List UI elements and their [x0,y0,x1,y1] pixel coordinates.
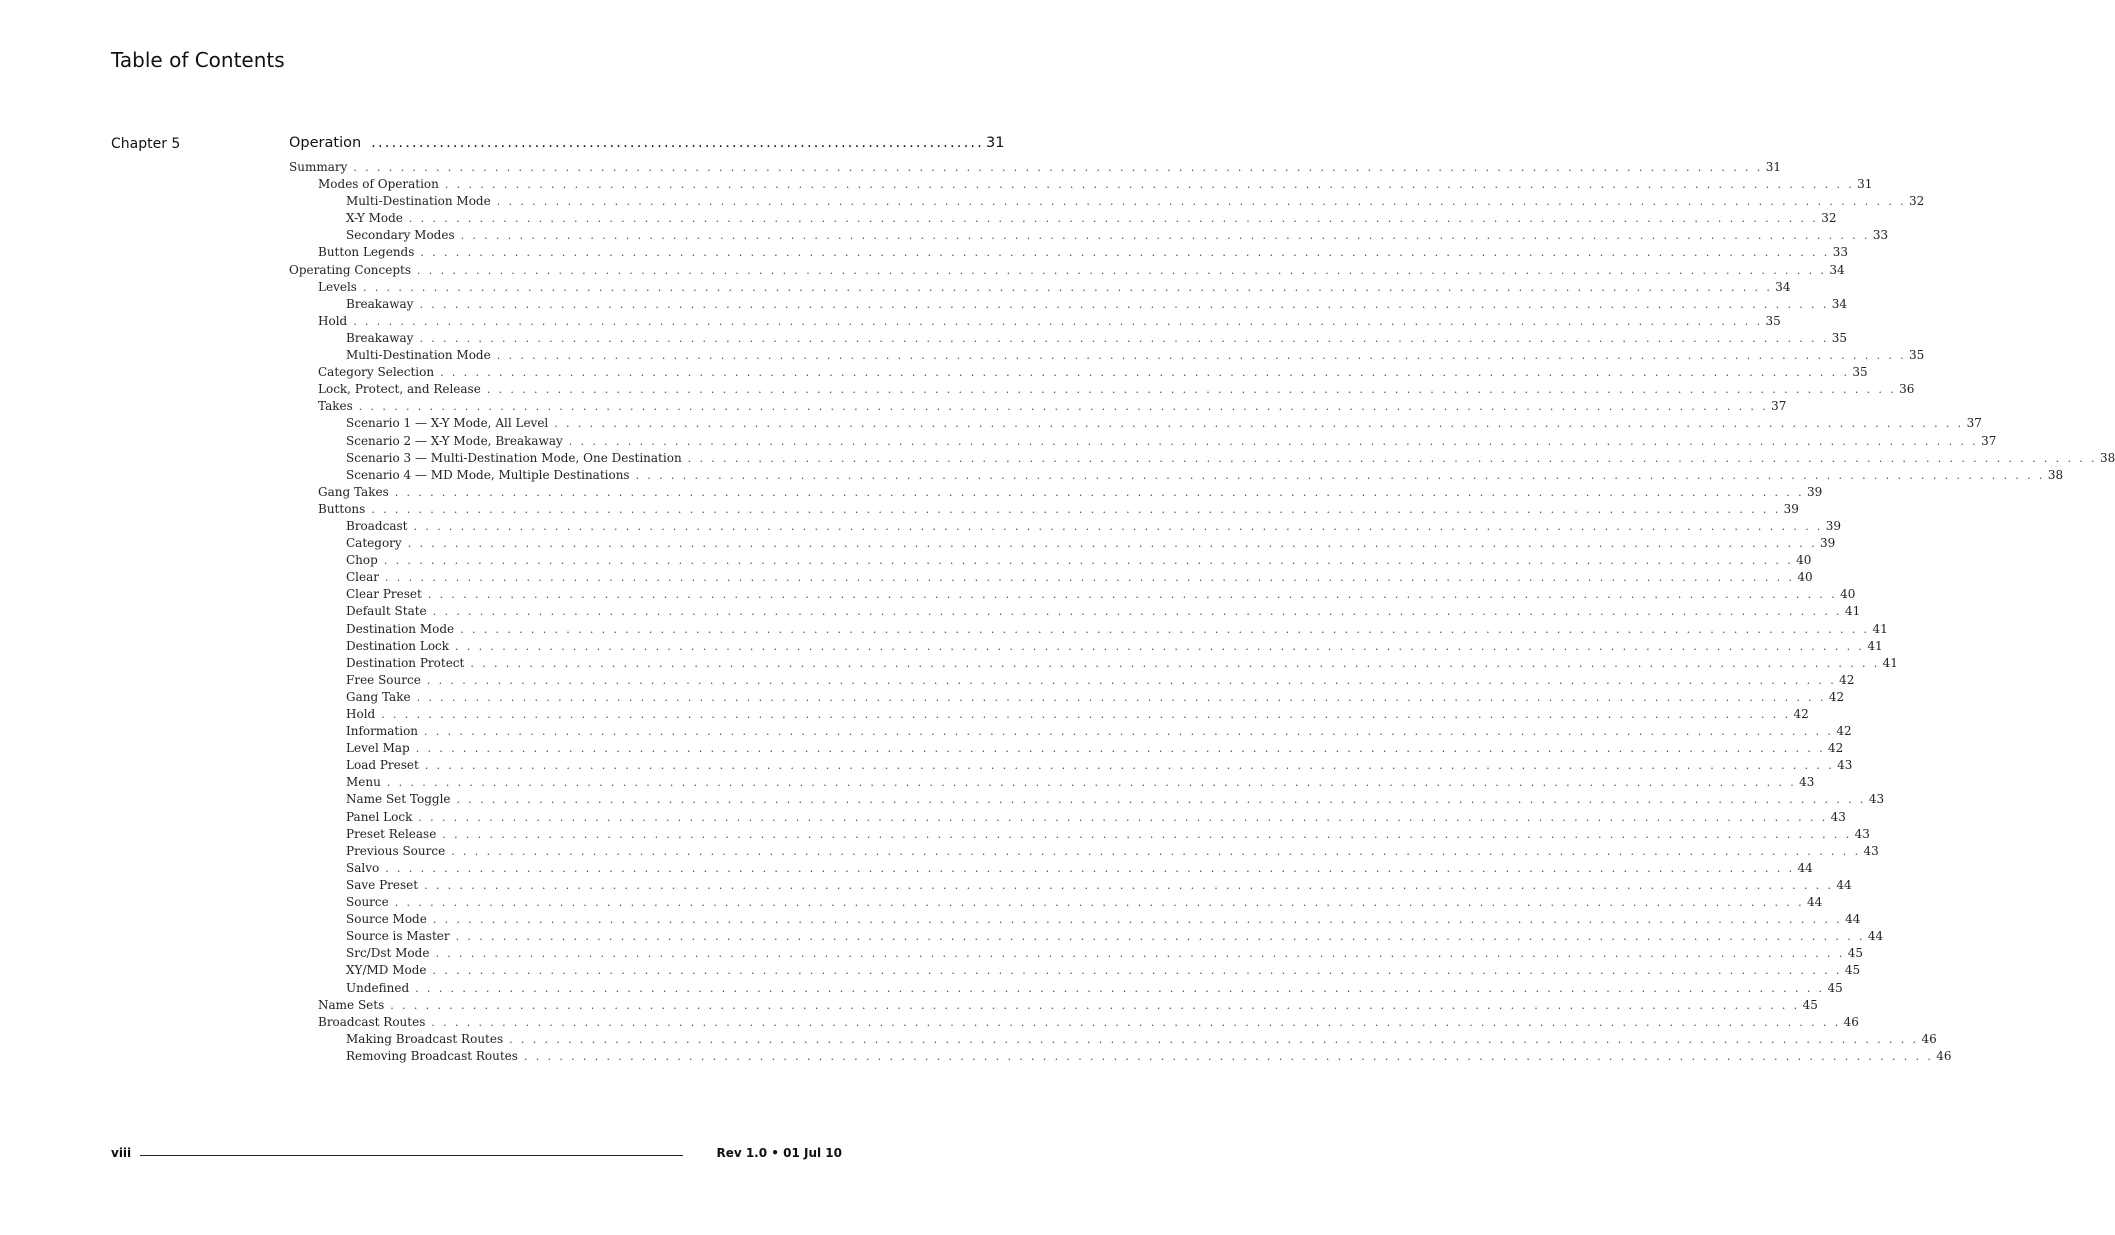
toc-entry-title: Destination Lock [346,638,450,653]
toc-entry[interactable] [289,501,1799,518]
dot-leader: . . . . . . . . . . . . . . . . . . . . . . . . . . . . . . . . . . . . . . . . . . . . . . . . . . . . . . . . . . . . . . . . . . . . . . . . . . . . . . . . . . . . . . . . . . . . . . . . . . . . . . . . . . . . . . . . . . . . . . . . [424,725,1834,739]
toc-entry-title: Breakaway [346,330,414,345]
dot-leader: . . . . . . . . . . . . . . . . . . . . . . . . . . . . . . . . . . . . . . . . . . . . . . . . . . . . . . . . . . . . . . . . . . . . . . . . . . . . . . . . . . . . . . . . . . . . . . . . . . . . . . . . . . . . . . . . . . . . . . . . [486,383,1897,397]
toc-entry-title: Undefined [346,980,410,995]
toc-entry-page: 45 [1844,963,1861,978]
toc-entry[interactable] [289,1031,1937,1048]
toc-entry[interactable] [289,347,1925,364]
toc-entry-title: Salvo [346,860,380,875]
toc-entry-page: 39 [1819,536,1836,551]
toc-entry-page: 34 [1831,296,1848,311]
toc-entry-title: Hold [318,313,348,328]
toc-entry-title: Operating Concepts [289,262,412,277]
toc-entry-page: 46 [1936,1048,1952,1063]
toc-entry-title: Menu [346,775,381,790]
dot-leader: .......................................................................................... [371,135,984,151]
toc-entry-title: Gang Take [346,689,411,704]
toc-entry[interactable] [289,672,1855,689]
toc-entry-page: 43 [1863,843,1879,858]
toc-entry-page: 42 [1793,707,1809,721]
toc-entry[interactable] [289,877,1852,894]
toc-entry[interactable] [289,791,1885,808]
toc-entry[interactable] [289,809,1846,826]
page-title: Table of Contents [111,48,285,72]
toc-entry-page: 33 [1832,245,1848,260]
toc-entry-title: XY/MD Mode [346,963,427,978]
toc-entry-page: 32 [1909,194,1925,209]
toc-entry[interactable] [289,928,1884,945]
toc-entry-title: Gang Takes [318,484,389,499]
dot-leader: . . . . . . . . . . . . . . . . . . . . . . . . . . . . . . . . . . . . . . . . . . . . . . . . . . . . . . . . . . . . . . . . . . . . . . . . . . . . . . . . . . . . . . . . . . . . . . . . . . . . . . . . . . . . . . . . . . . . . . . . [415,742,1826,756]
toc-entry[interactable] [289,603,1861,620]
toc-entry-page: 35 [1831,330,1848,345]
dot-leader: . . . . . . . . . . . . . . . . . . . . . . . . . . . . . . . . . . . . . . . . . . . . . . . . . . . . . . . . . . . . . . . . . . . . . . . . . . . . . . . . . . . . . . . . . . . . . . . . . . . . . . . . . . . . . . . . . . . . . . . . [383,554,1794,568]
toc-entry[interactable] [289,997,1818,1014]
toc-entry[interactable] [289,450,2115,467]
toc-entry[interactable] [289,1048,1952,1065]
toc-entry-page: 43 [1837,758,1853,773]
toc-entry-page: 46 [1843,1014,1859,1029]
dot-leader: . . . . . . . . . . . . . . . . . . . . . . . . . . . . . . . . . . . . . . . . . . . . . . . . . . . . . . . . . . . . . . . . . . . . . . . . . . . . . . . . . . . . . . . . . . . . . . . . . . . . . . . . . . . . . . . . . . . . . . . . [496,195,1907,209]
toc-entry-title: Source is Master [346,929,450,944]
dot-leader: . . . . . . . . . . . . . . . . . . . . . . . . . . . . . . . . . . . . . . . . . . . . . . . . . . . . . . . . . . . . . . . . . . . . . . . . . . . . . . . . . . . . . . . . . . . . . . . . . . . . . . . . . . . . . . . . . . . . . . . . [418,810,1828,824]
toc-entry-title: Name Set Toggle [346,792,451,807]
toc-entry[interactable] [289,638,1883,655]
toc-entry-page: 31 [1765,160,1781,174]
toc-entry-page: 46 [1921,1031,1937,1046]
dot-leader: . . . . . . . . . . . . . . . . . . . . . . . . . . . . . . . . . . . . . . . . . . . . . . . . . . . . . . . . . . . . . . . . . . . . . . . . . . . . . . . . . . . . . . . . . . . . . . . . . . . . . . . . . . . . . . . . . . . . . . . . [390,998,1800,1012]
toc-list [289,159,2115,1065]
dot-leader: . . . . . . . . . . . . . . . . . . . . . . . . . . . . . . . . . . . . . . . . . . . . . . . . . . . . . . . . . . . . . . . . . . . . . . . . . . . . . . . . . . . . . . . . . . . . . . . . . . . . . . . . . . . . . . . . . . . . . . . . [456,793,1866,807]
dot-leader: . . . . . . . . . . . . . . . . . . . . . . . . . . . . . . . . . . . . . . . . . . . . . . . . . . . . . . . . . . . . . . . . . . . . . . . . . . . . . . . . . . . . . . . . . . . . . . . . . . . . . . . . . . . . . . . . . . . . . . . . [496,349,1907,363]
toc-entry[interactable] [289,210,1837,227]
toc-entry[interactable] [289,518,1842,535]
toc-entry-title: Lock, Protect, and Release [318,382,481,397]
toc-entry-page: 40 [1796,553,1812,568]
footer-page-number: viii [111,1146,132,1160]
dot-leader: . . . . . . . . . . . . . . . . . . . . . . . . . . . . . . . . . . . . . . . . . . . . . . . . . . . . . . . . . . . . . . . . . . . . . . . . . . . . . . . . . . . . . . . . . . . . . . . . . . . . . . . . . . . . . . . . . . . . . . . . [523,1049,1934,1063]
footer-rule [140,1155,683,1156]
chapter-label: Chapter 5 [111,136,181,152]
dot-leader: . . . . . . . . . . . . . . . . . . . . . . . . . . . . . . . . . . . . . . . . . . . . . . . . . . . . . . . . . . . . . . . . . . . . . . . . . . . . . . . . . . . . . . . . . . . . . . . . . . . . . . . . . . . . . . . . . . . . . . . . [554,417,1964,431]
toc-entry-title: Multi-Destination Mode [346,348,491,363]
toc-entry[interactable] [289,381,1915,398]
toc-entry-title: Category Selection [318,365,435,380]
toc-entry[interactable] [289,894,1823,911]
toc-entry-title: Preset Release [346,826,437,841]
dot-leader: . . . . . . . . . . . . . . . . . . . . . . . . . . . . . . . . . . . . . . . . . . . . . . . . . . . . . . . . . . . . . . . . . . . . . . . . . . . . . . . . . . . . . . . . . . . . . . . . . . . . . . . . . . . . . . . . . . . . . . . . [362,280,1773,294]
toc-entry-title: Secondary Modes [346,228,455,243]
toc-entry-page: 36 [1899,382,1915,397]
dot-leader: . . . . . . . . . . . . . . . . . . . . . . . . . . . . . . . . . . . . . . . . . . . . . . . . . . . . . . . . . . . . . . . . . . . . . . . . . . . . . . . . . . . . . . . . . . . . . . . . . . . . . . . . . . . . . . . . . . . . . . . . [455,639,1865,653]
toc-entry[interactable] [289,313,1781,330]
dot-leader: . . . . . . . . . . . . . . . . . . . . . . . . . . . . . . . . . . . . . . . . . . . . . . . . . . . . . . . . . . . . . . . . . . . . . . . . . . . . . . . . . . . . . . . . . . . . . . . . . . . . . . . . . . . . . . . . . . . . . . . . [353,314,1763,328]
dot-leader: . . . . . . . . . . . . . . . . . . . . . . . . . . . . . . . . . . . . . . . . . . . . . . . . . . . . . . . . . . . . . . . . . . . . . . . . . . . . . . . . . . . . . . . . . . . . . . . . . . . . . . . . . . . . . . . . . . . . . . . . [416,690,1826,704]
toc-entry[interactable] [289,962,1861,979]
toc-entry-page: 43 [1830,809,1846,824]
toc-entry[interactable] [289,945,1864,962]
toc-entry-page: 42 [1836,724,1852,739]
toc-entry-title: Levels [318,279,357,294]
toc-entry-title: Source [346,895,389,910]
toc-entry-page: 34 [1775,279,1791,294]
dot-leader: . . . . . . . . . . . . . . . . . . . . . . . . . . . . . . . . . . . . . . . . . . . . . . . . . . . . . . . . . . . . . . . . . . . . . . . . . . . . . . . . . . . . . . . . . . . . . . . . . . . . . . . . . . . . . . . . . . . . . . . . [432,964,1842,978]
dot-leader: . . . . . . . . . . . . . . . . . . . . . . . . . . . . . . . . . . . . . . . . . . . . . . . . . . . . . . . . . . . . . . . . . . . . . . . . . . . . . . . . . . . . . . . . . . . . . . . . . . . . . . . . . . . . . . . . . . . . . . . . [442,827,1852,841]
toc-entry[interactable] [289,1014,1859,1031]
toc-entry-title: Level Map [346,741,410,756]
toc-entry[interactable] [289,364,1868,381]
toc-entry-title: Name Sets [318,997,385,1012]
dot-leader: . . . . . . . . . . . . . . . . . . . . . . . . . . . . . . . . . . . . . . . . . . . . . . . . . . . . . . . . . . . . . . . . . . . . . . . . . . . . . . . . . . . . . . . . . . . . . . . . . . . . . . . . . . . . . . . . . . . . . . . . [460,622,1870,636]
toc-entry-title: Destination Protect [346,655,465,670]
toc-entry-page: 35 [1765,313,1781,328]
toc-entry-title: Removing Broadcast Routes [346,1048,518,1063]
toc-entry-title: Clear Preset [346,587,422,602]
toc-entry-page: 34 [1829,262,1845,277]
toc-entry-title: Broadcast Routes [318,1014,426,1029]
dot-leader: . . . . . . . . . . . . . . . . . . . . . . . . . . . . . . . . . . . . . . . . . . . . . . . . . . . . . . . . . . . . . . . . . . . . . . . . . . . . . . . . . . . . . . . . . . . . . . . . . . . . . . . . . . . . . . . . . . . . . . . . [381,708,1791,721]
dot-leader: . . . . . . . . . . . . . . . . . . . . . . . . . . . . . . . . . . . . . . . . . . . . . . . . . . . . . . . . . . . . . . . . . . . . . . . . . . . . . . . . . . . . . . . . . . . . . . . . . . . . . . . . . . . . . . . . . . . . . . . . [426,673,1837,687]
toc-entry-page: 38 [2047,467,2064,482]
dot-leader: . . . . . . . . . . . . . . . . . . . . . . . . . . . . . . . . . . . . . . . . . . . . . . . . . . . . . . . . . . . . . . . . . . . . . . . . . . . . . . . . . . . . . . . . . . . . . . . . . . . . . . . . . . . . . . . . . . . . . . . . [424,878,1834,892]
toc-entry[interactable] [289,843,1879,860]
toc-entry-title: Making Broadcast Routes [346,1031,504,1046]
toc-entry-page: 43 [1799,775,1815,790]
toc-entry-title: Scenario 4 — MD Mode, Multiple Destinations [346,467,630,482]
toc-entry-page: 37 [1771,399,1787,414]
toc-entry-page: 44 [1807,895,1823,910]
toc-entry-page: 35 [1909,348,1925,363]
toc-entry-page: 39 [1807,484,1823,499]
toc-entry[interactable] [289,227,1889,244]
dot-leader: . . . . . . . . . . . . . . . . . . . . . . . . . . . . . . . . . . . . . . . . . . . . . . . . . . . . . . . . . . . . . . . . . . . . . . . . . . . . . . . . . . . . . . . . . . . . . . . . . . . . . . . . . . . . . . . . . . . . . . . . [427,588,1838,602]
toc-entry[interactable] [289,757,1853,774]
toc-entry[interactable] [289,296,1848,313]
toc-entry-title: Hold [346,707,376,721]
toc-entry-title: Previous Source [346,843,446,858]
toc-entry[interactable] [289,621,1888,638]
toc-entry[interactable] [289,552,1812,569]
toc-entry-page: 33 [1872,228,1889,243]
toc-entry-title: Scenario 3 — Multi-Destination Mode, One Destination [346,450,682,465]
dot-leader: . . . . . . . . . . . . . . . . . . . . . . . . . . . . . . . . . . . . . . . . . . . . . . . . . . . . . . . . . . . . . . . . . . . . . . . . . . . . . . . . . . . . . . . . . . . . . . . . . . . . . . . . . . . . . . . . . . . . . . . . [455,930,1865,944]
toc-entry-title: Broadcast [346,518,408,533]
toc-entry[interactable] [289,980,1843,997]
toc-entry-title: Information [346,724,419,739]
toc-entry-page: 38 [2099,450,2115,465]
toc-entry-page: 41 [1882,655,1898,670]
toc-entry-page: 45 [1827,980,1843,995]
toc-entry[interactable] [289,433,1997,450]
toc-entry[interactable] [289,330,1848,347]
toc-entry[interactable] [289,484,1823,501]
toc-entry[interactable] [289,586,1856,603]
toc-entry-page: 42 [1828,741,1844,756]
dot-leader: . . . . . . . . . . . . . . . . . . . . . . . . . . . . . . . . . . . . . . . . . . . . . . . . . . . . . . . . . . . . . . . . . . . . . . . . . . . . . . . . . . . . . . . . . . . . . . . . . . . . . . . . . . . . . . . . . . . . . . . . [424,759,1835,773]
toc-entry-page: 44 [1797,860,1813,875]
toc-entry-title: Multi-Destination Mode [346,194,491,209]
toc-entry[interactable] [289,159,1781,176]
toc-entry-page: 39 [1783,501,1799,516]
toc-entry-page: 42 [1828,689,1845,704]
toc-entry[interactable] [289,398,1787,415]
toc-entry-title: Default State [346,604,427,619]
toc-entry[interactable] [289,262,1845,279]
dot-leader: . . . . . . . . . . . . . . . . . . . . . . . . . . . . . . . . . . . . . . . . . . . . . . . . . . . . . . . . . . . . . . . . . . . . . . . . . . . . . . . . . . . . . . . . . . . . . . . . . . . . . . . . . . . . . . . . . . . . . . . . [353,161,1763,174]
dot-leader: . . . . . . . . . . . . . . . . . . . . . . . . . . . . . . . . . . . . . . . . . . . . . . . . . . . . . . . . . . . . . . . . . . . . . . . . . . . . . . . . . . . . . . . . . . . . . . . . . . . . . . . . . . . . . . . . . . . . . . . . [417,263,1827,277]
toc-entry-title: Button Legends [318,245,415,260]
toc-entry[interactable] [289,535,1836,552]
toc-entry-title: Chop [346,553,378,568]
dot-leader: . . . . . . . . . . . . . . . . . . . . . . . . . . . . . . . . . . . . . . . . . . . . . . . . . . . . . . . . . . . . . . . . . . . . . . . . . . . . . . . . . . . . . . . . . . . . . . . . . . . . . . . . . . . . . . . . . . . . . . . . [432,913,1843,927]
toc-entry-page: 32 [1821,211,1837,226]
dot-leader: . . . . . . . . . . . . . . . . . . . . . . . . . . . . . . . . . . . . . . . . . . . . . . . . . . . . . . . . . . . . . . . . . . . . . . . . . . . . . . . . . . . . . . . . . . . . . . . . . . . . . . . . . . . . . . . . . . . . . . . . [440,366,1850,380]
toc-entry-page: 41 [1867,638,1883,653]
chapter-title: Operation [289,135,362,151]
toc-entry-page: 35 [1852,365,1868,380]
toc-entry[interactable] [289,244,1848,261]
toc-entry[interactable] [289,193,1925,210]
toc-entry-page: 43 [1854,826,1870,841]
dot-leader: . . . . . . . . . . . . . . . . . . . . . . . . . . . . . . . . . . . . . . . . . . . . . . . . . . . . . . . . . . . . . . . . . . . . . . . . . . . . . . . . . . . . . . . . . . . . . . . . . . . . . . . . . . . . . . . . . . . . . . . . [444,178,1855,192]
dot-leader: . . . . . . . . . . . . . . . . . . . . . . . . . . . . . . . . . . . . . . . . . . . . . . . . . . . . . . . . . . . . . . . . . . . . . . . . . . . . . . . . . . . . . . . . . . . . . . . . . . . . . . . . . . . . . . . . . . . . . . . . [431,1015,1841,1029]
dot-leader: . . . . . . . . . . . . . . . . . . . . . . . . . . . . . . . . . . . . . . . . . . . . . . . . . . . . . . . . . . . . . . . . . . . . . . . . . . . . . . . . . . . . . . . . . . . . . . . . . . . . . . . . . . . . . . . . . . . . . . . . [509,1032,1919,1046]
dot-leader: . . . . . . . . . . . . . . . . . . . . . . . . . . . . . . . . . . . . . . . . . . . . . . . . . . . . . . . . . . . . . . . . . . . . . . . . . . . . . . . . . . . . . . . . . . . . . . . . . . . . . . . . . . . . . . . . . . . . . . . . [419,297,1829,311]
toc-entry-title: Free Source [346,672,421,687]
toc-entry-title: Src/Dst Mode [346,946,430,961]
dot-leader: . . . . . . . . . . . . . . . . . . . . . . . . . . . . . . . . . . . . . . . . . . . . . . . . . . . . . . . . . . . . . . . . . . . . . . . . . . . . . . . . . . . . . . . . . . . . . . . . . . . . . . . . . . . . . . . . . . . . . . . . [394,485,1805,499]
dot-leader: . . . . . . . . . . . . . . . . . . . . . . . . . . . . . . . . . . . . . . . . . . . . . . . . . . . . . . . . . . . . . . . . . . . . . . . . . . . . . . . . . . . . . . . . . . . . . . . . . . . . . . . . . . . . . . . . . . . . . . . . [408,212,1819,226]
dot-leader: . . . . . . . . . . . . . . . . . . . . . . . . . . . . . . . . . . . . . . . . . . . . . . . . . . . . . . . . . . . . . . . . . . . . . . . . . . . . . . . . . . . . . . . . . . . . . . . . . . . . . . . . . . . . . . . . . . . . . . . . [470,656,1880,670]
toc-entry-page: 40 [1797,570,1813,585]
toc-entry[interactable] [289,706,1809,723]
dot-leader: . . . . . . . . . . . . . . . . . . . . . . . . . . . . . . . . . . . . . . . . . . . . . . . . . . . . . . . . . . . . . . . . . . . . . . . . . . . . . . . . . . . . . . . . . . . . . . . . . . . . . . . . . . . . . . . . . . . . . . . . [407,537,1817,551]
toc-entry-title: Category [346,536,402,551]
toc-entry[interactable] [289,689,1845,706]
toc-entry-title: Clear [346,570,380,585]
dot-leader: . . . . . . . . . . . . . . . . . . . . . . . . . . . . . . . . . . . . . . . . . . . . . . . . . . . . . . . . . . . . . . . . . . . . . . . . . . . . . . . . . . . . . . . . . . . . . . . . . . . . . . . . . . . . . . . . . . . . . . . . [415,981,1825,995]
toc-entry-title: X-Y Mode [346,211,403,226]
dot-leader: . . . . . . . . . . . . . . . . . . . . . . . . . . . . . . . . . . . . . . . . . . . . . . . . . . . . . . . . . . . . . . . . . . . . . . . . . . . . . . . . . . . . . . . . . . . . . . . . . . . . . . . . . . . . . . . . . . . . . . . . [460,229,1870,243]
toc-entry-title: Scenario 2 — X-Y Mode, Breakaway [346,433,563,448]
toc-entry-page: 43 [1868,792,1885,807]
toc-entry[interactable] [289,723,1852,740]
toc-entry[interactable] [289,415,1982,432]
toc-entry-page: 44 [1867,929,1884,944]
toc-entry-page: 41 [1844,604,1861,619]
toc-entry-title: Save Preset [346,877,419,892]
dot-leader: . . . . . . . . . . . . . . . . . . . . . . . . . . . . . . . . . . . . . . . . . . . . . . . . . . . . . . . . . . . . . . . . . . . . . . . . . . . . . . . . . . . . . . . . . . . . . . . . . . . . . . . . . . . . . . . . . . . . . . . . [568,434,1979,448]
toc-entry-page: 41 [1872,621,1888,636]
chapter-heading[interactable] [289,135,1005,151]
toc-entry-title: Load Preset [346,758,419,773]
toc-entry[interactable] [289,467,2064,484]
footer-revision: Rev 1.0 • 01 Jul 10 [716,1146,842,1160]
toc-entry-page: 44 [1836,877,1852,892]
dot-leader: . . . . . . . . . . . . . . . . . . . . . . . . . . . . . . . . . . . . . . . . . . . . . . . . . . . . . . . . . . . . . . . . . . . . . . . . . . . . . . . . . . . . . . . . . . . . . . . . . . . . . . . . . . . . . . . . . . . . . . . . [413,519,1823,533]
dot-leader: . . . . . . . . . . . . . . . . . . . . . . . . . . . . . . . . . . . . . . . . . . . . . . . . . . . . . . . . . . . . . . . . . . . . . . . . . . . . . . . . . . . . . . . . . . . . . . . . . . . . . . . . . . . . . . . . . . . . . . . . [394,896,1805,910]
toc-entry[interactable] [289,569,1813,586]
toc-entry-page: 45 [1847,946,1864,961]
toc-entry-page: 44 [1845,912,1861,927]
toc-entry-title: Panel Lock [346,809,413,824]
dot-leader: . . . . . . . . . . . . . . . . . . . . . . . . . . . . . . . . . . . . . . . . . . . . . . . . . . . . . . . . . . . . . . . . . . . . . . . . . . . . . . . . . . . . . . . . . . . . . . . . . . . . . . . . . . . . . . . . . . . . . . . . [358,400,1769,414]
dot-leader: . . . . . . . . . . . . . . . . . . . . . . . . . . . . . . . . . . . . . . . . . . . . . . . . . . . . . . . . . . . . . . . . . . . . . . . . . . . . . . . . . . . . . . . . . . . . . . . . . . . . . . . . . . . . . . . . . . . . . . . . [635,468,2045,482]
toc-entry-title: Source Mode [346,912,427,927]
toc-entry-title: Destination Mode [346,621,455,636]
toc-entry[interactable] [289,826,1870,843]
toc-entry-page: 39 [1825,518,1842,533]
dot-leader: . . . . . . . . . . . . . . . . . . . . . . . . . . . . . . . . . . . . . . . . . . . . . . . . . . . . . . . . . . . . . . . . . . . . . . . . . . . . . . . . . . . . . . . . . . . . . . . . . . . . . . . . . . . . . . . . . . . . . . . . [371,502,1781,516]
toc-entry[interactable] [289,774,1815,791]
toc-entry-title: Scenario 1 — X-Y Mode, All Level [346,416,549,431]
dot-leader: . . . . . . . . . . . . . . . . . . . . . . . . . . . . . . . . . . . . . . . . . . . . . . . . . . . . . . . . . . . . . . . . . . . . . . . . . . . . . . . . . . . . . . . . . . . . . . . . . . . . . . . . . . . . . . . . . . . . . . . . [435,947,1845,961]
toc-entry-title: Takes [318,399,353,414]
toc-entry-page: 37 [1966,416,1982,431]
dot-leader: . . . . . . . . . . . . . . . . . . . . . . . . . . . . . . . . . . . . . . . . . . . . . . . . . . . . . . . . . . . . . . . . . . . . . . . . . . . . . . . . . . . . . . . . . . . . . . . . . . . . . . . . . . . . . . . . . . . . . . . . [451,844,1861,858]
toc-entry-title: Summary [289,160,348,174]
toc-entry-title: Breakaway [346,296,414,311]
toc-entry-title: Buttons [318,501,366,516]
dot-leader: . . . . . . . . . . . . . . . . . . . . . . . . . . . . . . . . . . . . . . . . . . . . . . . . . . . . . . . . . . . . . . . . . . . . . . . . . . . . . . . . . . . . . . . . . . . . . . . . . . . . . . . . . . . . . . . . . . . . . . . . [385,861,1795,875]
toc-entry-page: 40 [1840,587,1856,602]
toc-entry[interactable] [289,279,1791,296]
dot-leader: . . . . . . . . . . . . . . . . . . . . . . . . . . . . . . . . . . . . . . . . . . . . . . . . . . . . . . . . . . . . . . . . . . . . . . . . . . . . . . . . . . . . . . . . . . . . . . . . . . . . . . . . . . . . . . . . . . . . . . . . [419,331,1829,345]
toc-entry[interactable] [289,740,1844,757]
toc-entry[interactable] [289,176,1873,193]
toc-entry-page: 45 [1802,997,1818,1012]
toc-entry[interactable] [289,655,1898,672]
dot-leader: . . . . . . . . . . . . . . . . . . . . . . . . . . . . . . . . . . . . . . . . . . . . . . . . . . . . . . . . . . . . . . . . . . . . . . . . . . . . . . . . . . . . . . . . . . . . . . . . . . . . . . . . . . . . . . . . . . . . . . . . [385,571,1795,585]
dot-leader: . . . . . . . . . . . . . . . . . . . . . . . . . . . . . . . . . . . . . . . . . . . . . . . . . . . . . . . . . . . . . . . . . . . . . . . . . . . . . . . . . . . . . . . . . . . . . . . . . . . . . . . . . . . . . . . . . . . . . . . . [386,776,1797,790]
dot-leader: . . . . . . . . . . . . . . . . . . . . . . . . . . . . . . . . . . . . . . . . . . . . . . . . . . . . . . . . . . . . . . . . . . . . . . . . . . . . . . . . . . . . . . . . . . . . . . . . . . . . . . . . . . . . . . . . . . . . . . . . [432,605,1842,619]
toc-entry[interactable] [289,860,1813,877]
dot-leader: . . . . . . . . . . . . . . . . . . . . . . . . . . . . . . . . . . . . . . . . . . . . . . . . . . . . . . . . . . . . . . . . . . . . . . . . . . . . . . . . . . . . . . . . . . . . . . . . . . . . . . . . . . . . . . . . . . . . . . . . [687,451,2097,465]
toc-entry-page: 31 [1857,177,1873,192]
chapter-page-number: 31 [986,135,1005,151]
toc-entry-page: 42 [1839,672,1855,687]
toc-entry-page: 37 [1981,433,1997,448]
toc-entry-title: Modes of Operation [318,177,439,192]
dot-leader: . . . . . . . . . . . . . . . . . . . . . . . . . . . . . . . . . . . . . . . . . . . . . . . . . . . . . . . . . . . . . . . . . . . . . . . . . . . . . . . . . . . . . . . . . . . . . . . . . . . . . . . . . . . . . . . . . . . . . . . . [420,246,1830,260]
toc-entry[interactable] [289,911,1861,928]
